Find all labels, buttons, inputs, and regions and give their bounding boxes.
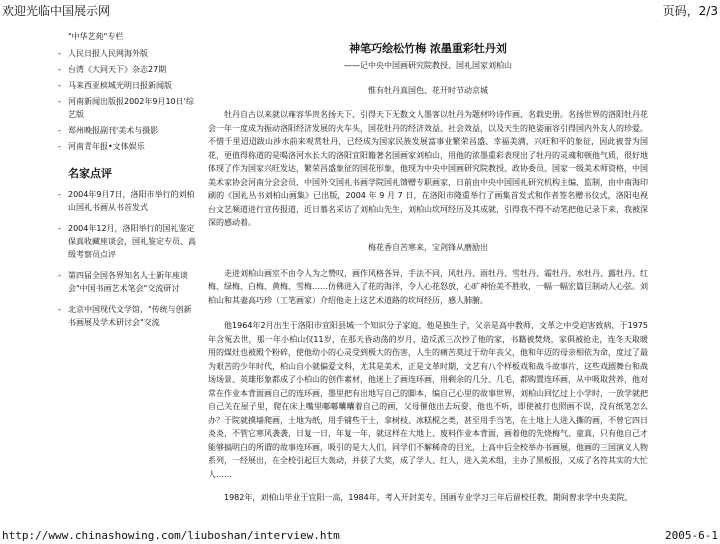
article-subtitle: ——记中央中国画研究院教授、国礼国家刘柏山: [344, 61, 512, 70]
bullet: -: [58, 190, 61, 199]
section-tagline: 惟有牡丹真国色、花开时节动京城: [368, 86, 488, 95]
bullet: -: [58, 65, 61, 74]
bullet: -: [58, 142, 61, 151]
section-heading: 梅花香自苦寒来，宝剑锋从磨励出: [368, 242, 488, 252]
review-label[interactable]: 北京中国现代文学馆，"传统与创新书画展及学术研讨会"交流: [68, 305, 192, 327]
review-label[interactable]: 2004年9月7日，洛阳市举行的刘柏山国礼书画从书首发式: [68, 190, 195, 212]
sidebar-link-item[interactable]: [58, 140, 198, 153]
sidebar-link-label[interactable]: 河南青年报•文体娱乐: [68, 142, 145, 151]
bullet: -: [58, 97, 61, 106]
article-paragraph: 牡丹自古以来就以雍容华贵名扬天下，引得天下无数文人墨客以牡丹为题材吟诗作画，名载史册。名扬世界的洛阳牡丹花会一年一度成为振动洛阳经济发展的火车头，国花牡丹的经济效益、社会效益，以及天生的艳姿丽容引得国内外友人的珍爱。不惜千里迢迢跋山涉水前来观赏牡丹，已经成为国家民族发展富事业繁荣昌盛、幸福美满，兴旺和平的象征，因此被誉为国花，更值得称道的是喝洛河水长大的洛阳宜阳籍著名国画家刘柏山，用他的浓墨重彩表现出了牡丹的灵魂和顿他气质，很好地体现了作为国家兴旺发达，繁荣昌盛象征的国花形象，他现为中央中国画研究院教授、政协委员、国家一级美术师资格，中国美术家协会河南分会会员、中国外交国礼书画学院国礼馈赠专职画家，日前由中央中国国礼研究机构主编、监制，由中南海印刷的《国礼丛书刘柏山画集》已出版，2004 年 9 月 7 日，在洛阳市隆重举行了画集首发式和作者签名赠书仪式，洛阳电视台文艺频道进行宣传报道，近日慕名采访了刘柏山先生，刘柏山坎坷经历及其成就，引得我不得不动笔把他记录下来，我被深深的感动着。: [208, 110, 648, 227]
sidebar-link-item[interactable]: [58, 124, 198, 137]
article: [208, 30, 648, 505]
article-paragraph: 他1964年2月出生于洛阳市宜阳县城一个知识分子家庭，他是独生子，父亲是高中教师，文革之中受迫害致病，于1975年含冤去世，那一年小柏山仅11岁，在那天昏动荡的岁月，造反派三次抄了他的家，书籍被焚烧，家俱被抢走，连冬天取暖用的煤灶也被殿个粉碎，使他幼小的心灵受到极大的伤害，人生的痛苦莫过于幼年丧父，他和年迈的母亲相依为命，度过了最为艰苦的少年时代，柏山自小就偏爱文科，尤其是美术，正是文革时期，文艺有八个样板戏和战斗故事片，这些戏剧舞台和战场场景、英雄形象都成了小柏山的创作素材，他迷上了画连环画，用剩余的几分、几毛，都购置连环画，从中吸取营养，他对常在作业本背面画自己的连环画，墨里把有出地写自己的脚本，编自己心里的故事世界，刘柏山回忆过上小学时，一放学就把自己关在屋子里，爬在床上嘴里嘟嘟囔囔着自己的画，父母催他出去玩耍，他也不听，即使被打也照画不误，没有纸笔怎么办？于院就摸墙爬画，土地为纸，用手铺些干土，拿树枝、冰糕棍之类，甚至用手当笔，在土地上人进入撕的画，不曾它四日炎炎，不管它寒风袭袭，日复一日，年复一年，就这样在大地上、废料作业本背面，画着他的先烧梅气、童真，只有他自己才能够搞明白的所谓的故事连环画，吸引的是大人们，同学们不解稀奇的目光，上高中后全校举办书画展，他画的三国演义人物系列，一经展出，在全校引起巨大轰动，并获了大奖，成了学人、红人，进入美术组，主办了黑板报，又成了名符其实的大忙人……: [208, 321, 648, 479]
review-item[interactable]: [58, 269, 198, 295]
sidebar-link-item[interactable]: [58, 63, 198, 76]
article-paragraph: 走进刘柏山画室不由令人为之赞叹，画作风格各异，手法不同，风牡丹、雨牡丹、雪牡丹、霜牡丹、水牡丹、露牡丹、红梅、绿梅、白梅、黄梅、雪梅……仿佛进入了花的海洋，令人心花怒放，心旷神怡美不胜收，一幅一幅宏篇巨制动人心弦。刘柏山和其妻高巧珍（工笔画家）介绍他走上这艺术道路的坎坷经历，感人肺腑。: [208, 268, 648, 305]
page-url: http://www.chinashowing.com/liuboshan/interview.htm: [2, 529, 340, 542]
sidebar-link-item[interactable]: [58, 47, 198, 60]
sidebar-link-item[interactable]: [58, 79, 198, 92]
sidebar-link-item[interactable]: [58, 95, 198, 121]
bullet: -: [58, 305, 61, 314]
reviews-heading: 名家点评: [68, 167, 112, 180]
article-paragraph: 1982年，刘柏山毕业于宜阳一高，1984年，考入开封美专，国画专业学习三年后留校任教，期间曾求学中央美院，: [224, 493, 633, 502]
sidebar: [58, 30, 198, 337]
print-date: 2005-6-1: [665, 529, 718, 542]
bullet: -: [58, 49, 61, 58]
sidebar-link-label[interactable]: 郑州晚报副刊'美术与摄影: [68, 126, 159, 135]
review-item[interactable]: [58, 303, 198, 329]
bullet: -: [58, 271, 61, 280]
article-title: 神笔巧绘松竹梅 浓墨重彩牡丹刘: [349, 42, 507, 55]
sidebar-link-label[interactable]: 人民日报人民网海外版: [68, 49, 148, 58]
review-item[interactable]: [58, 188, 198, 214]
page-header-title: 欢迎光临中国展示网: [2, 4, 111, 18]
review-item[interactable]: [58, 222, 198, 261]
review-label[interactable]: 第四届全国各界知名人士新年座谈会"中国书画艺术笔会"交流研讨: [68, 271, 188, 293]
sidebar-special-column[interactable]: "中华艺苑"专栏: [68, 32, 124, 41]
bullet: -: [58, 224, 61, 233]
sidebar-link-label[interactable]: 马来西亚槟城光明日报新闻版: [68, 81, 172, 90]
review-label[interactable]: 2004年12月，洛阳举行的国礼鉴定保真收藏座谈会，国礼鉴定专员、高级考察员点评: [68, 224, 196, 259]
page-number: 页码，2/3: [662, 4, 718, 18]
sidebar-link-label[interactable]: 台湾《大同天下》杂志27期: [68, 65, 167, 74]
bullet: -: [58, 126, 61, 135]
sidebar-link-label[interactable]: 河南新闻出版报2002年9月10日'综艺版: [68, 97, 194, 119]
bullet: -: [58, 81, 61, 90]
